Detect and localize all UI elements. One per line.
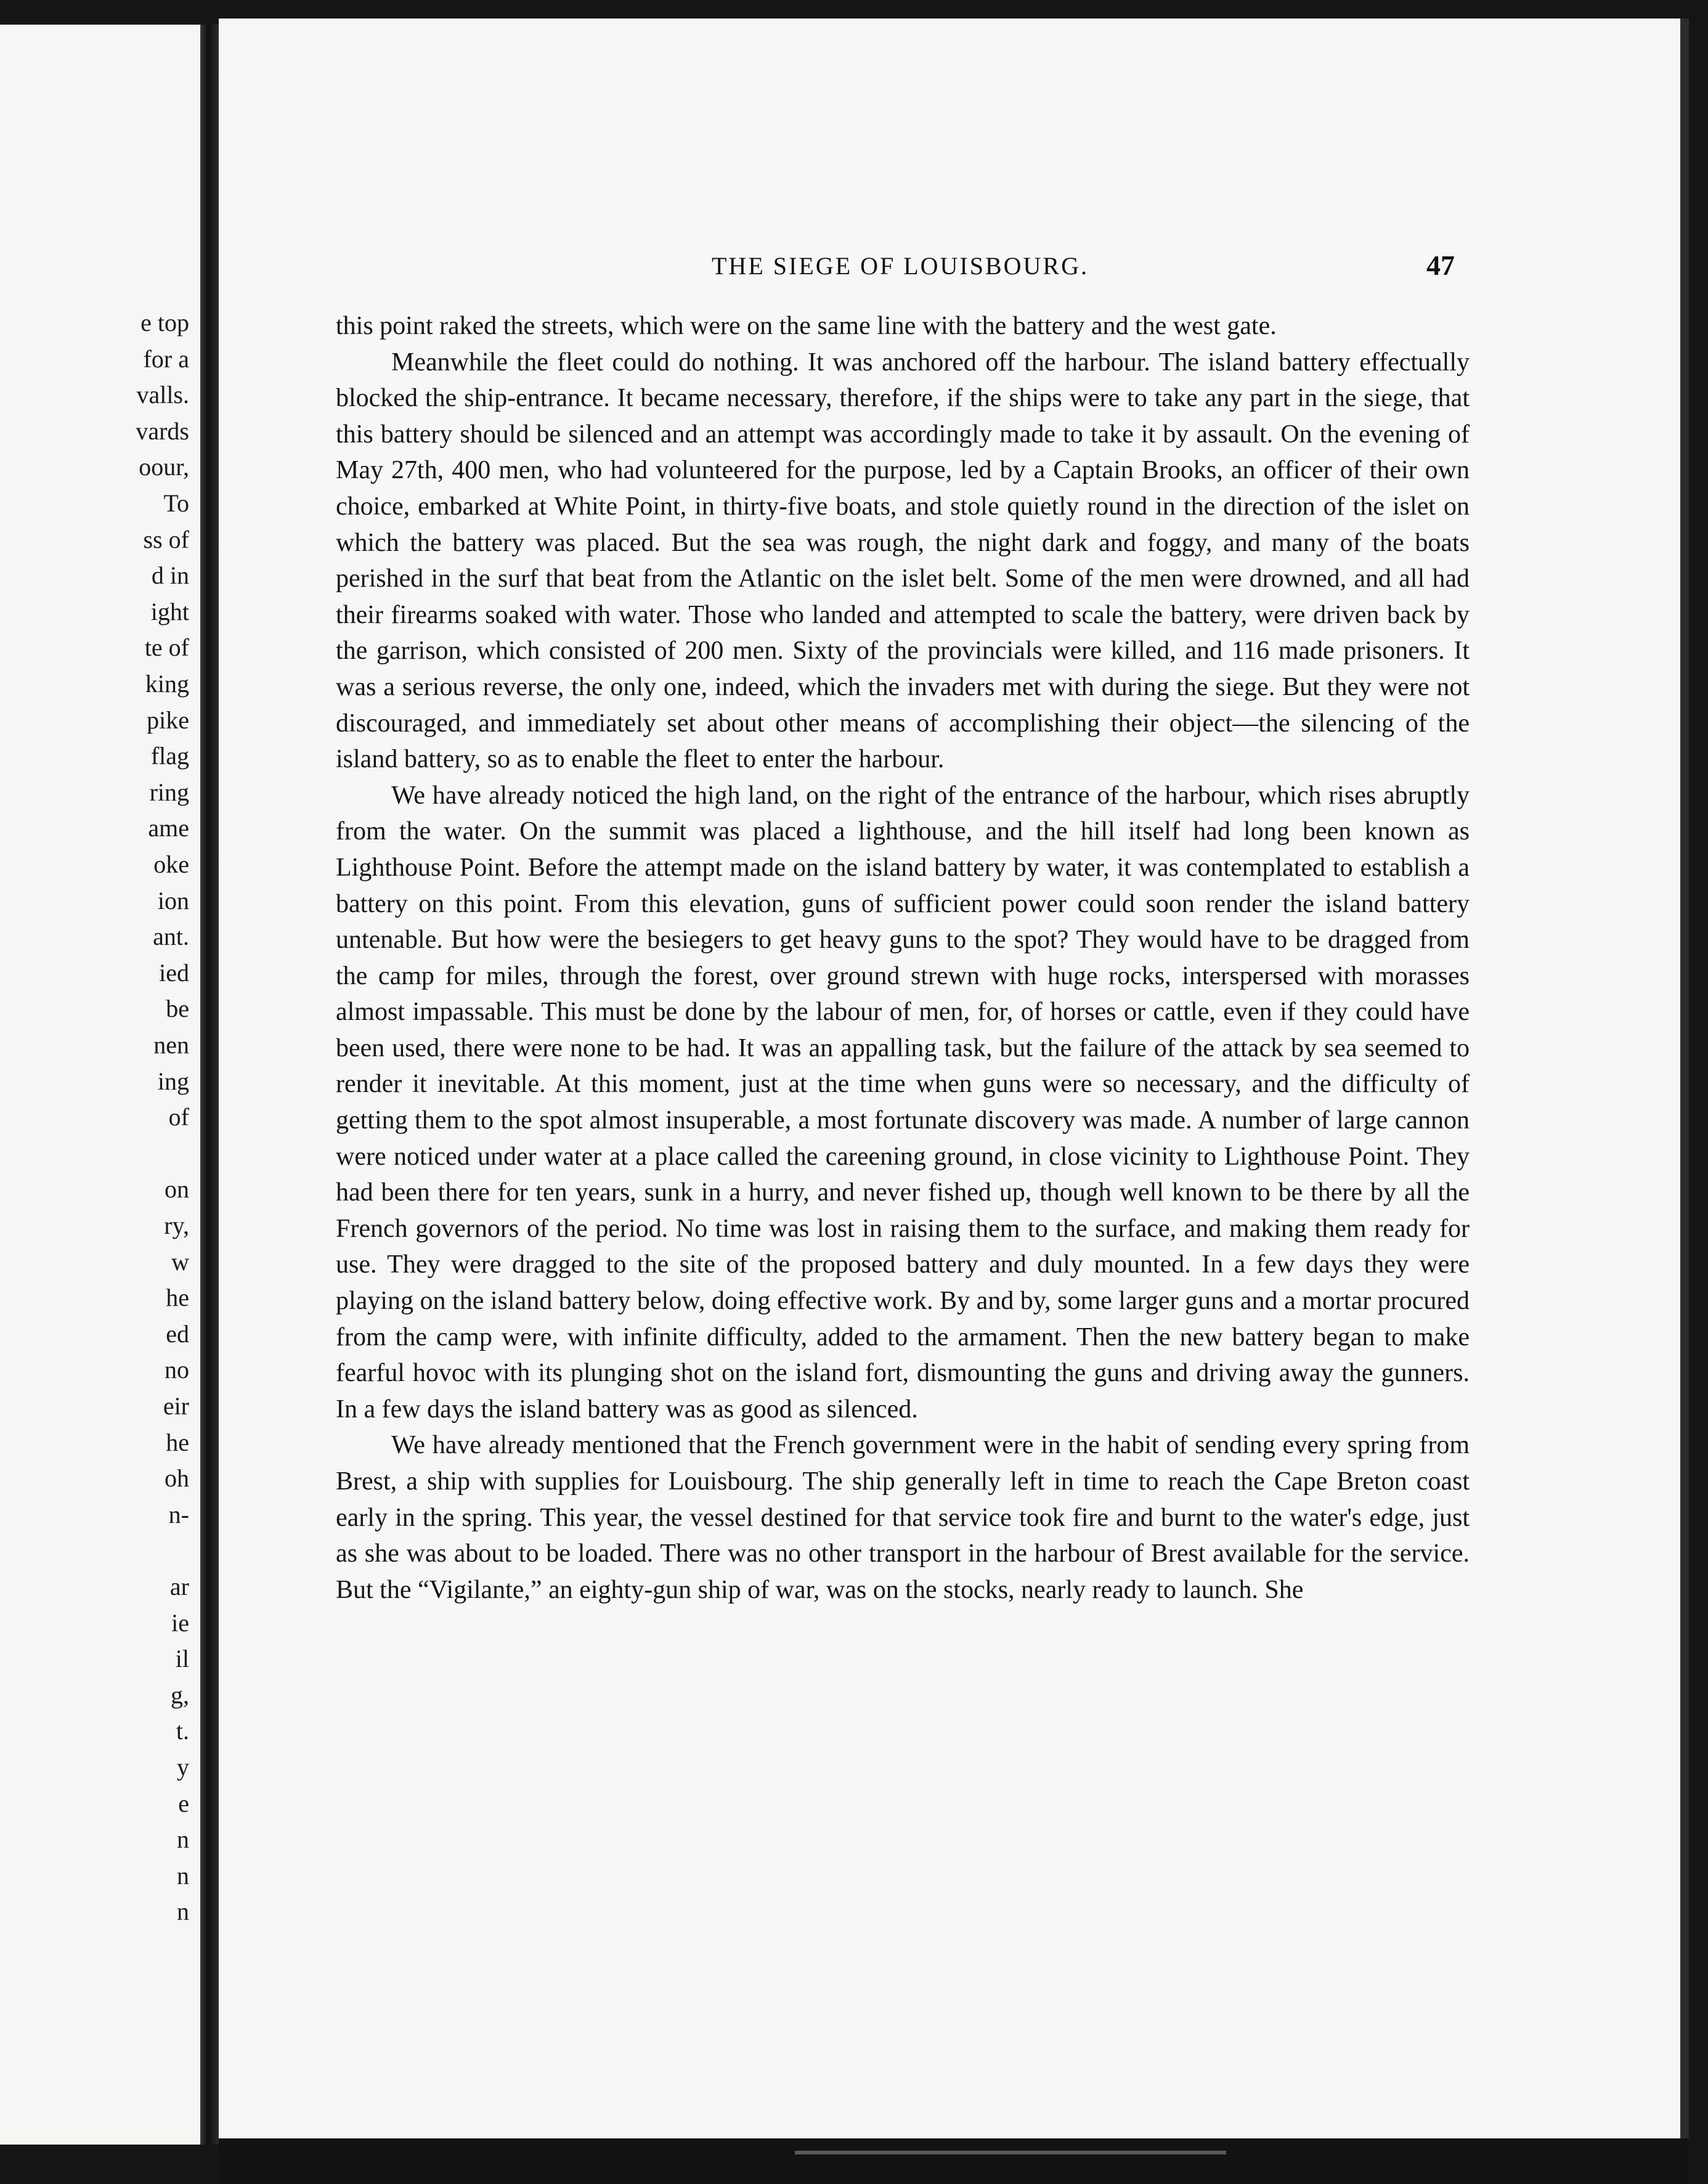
left-page-text-fragment: n — [177, 1825, 189, 1854]
left-page-text-fragment: y — [177, 1753, 189, 1781]
left-page-text-fragment: he — [166, 1428, 189, 1456]
left-page-text-fragment: eir — [163, 1392, 189, 1420]
left-page-text-fragment: g, — [171, 1681, 189, 1709]
left-page-text-fragment: valls. — [136, 381, 189, 409]
left-page-text-fragment: ame — [148, 814, 189, 842]
left-page-text-fragment: te of — [144, 634, 189, 662]
left-page-text-fragment: nen — [153, 1031, 189, 1059]
left-page-text-fragment: ant. — [153, 923, 189, 951]
left-page-text-fragment: oh — [165, 1464, 189, 1493]
left-page-text-fragment: To — [163, 489, 189, 517]
left-page-text-fragment: d in — [151, 561, 189, 590]
left-page-text-fragment: oke — [153, 850, 189, 878]
left-page-text-fragment: ing — [157, 1067, 189, 1095]
left-page-text-fragment: ss of — [143, 525, 189, 553]
left-page-text-fragment: w — [171, 1247, 189, 1276]
left-page-text-fragment: n — [177, 1897, 189, 1926]
left-page-text-fragment: no — [165, 1356, 189, 1384]
book-page — [219, 18, 1689, 2138]
left-page-text-fragment: ight — [150, 597, 189, 625]
left-page-text-fragment: of — [168, 1103, 189, 1131]
left-page-text-fragment: vards — [136, 417, 189, 445]
left-page-text-fragment: e — [178, 1789, 189, 1817]
left-page-text-fragment: oour, — [139, 453, 189, 481]
left-page-text-fragment: ar — [169, 1573, 189, 1600]
left-page-text-fragment: ed — [166, 1319, 189, 1348]
left-page-text-fragment: ie — [171, 1608, 189, 1637]
left-page-text-fragment: t. — [176, 1717, 189, 1745]
paragraph: We have already noticed the high land, on the right of the entrance of the harbour, which rises abruptly from the water. On the summit was placed a lighthouse, and the hill itself had long been known as Lighthouse Point. Before the attempt made on the island battery by water, it was contemplated to establish a battery on this point. From this elevation, guns of sufficient power could soon render the island battery untenable. But how were the besiegers to get heavy guns to the spot? They would have to be dragged from the camp for miles, through the forest, over ground strewn with huge rocks, interspersed with morasses almost impassable. This must be done by the labour of men, for, of horses or cattle, even if they could have been used, there were none to be had. It was an appalling task, but the failure of the attack by sea seemed to render it inevitable. At this moment, just at the time when guns were so necessary, and the difficulty of getting them to the spot almost insuperable, a most fortunate discovery was made. A number of large cannon were noticed under water at a place called the careening ground, in close vicinity to Lighthouse Point. They had been there for ten years, sunk in a hurry, and never fished up, though well known to be there by all the French governors of the period. No time was lost in raising them to the surface, and making them ready for use. They were dragged to the site of the proposed battery and duly mounted. In a few days they were playing on the island battery below, doing effective work. By and by, some larger guns and a mortar procured from the camp were, with infinite difficulty, added to the armament. Then the new battery began to make fearful hovoc with its plunging shot on the island fort, dismounting the guns and driving away the gunners. In a few days the island battery was as good as silenced. — [336, 781, 1470, 1424]
paragraph: Meanwhile the fleet could do nothing. It was anchored off the harbour. The island battery effectually blocked the ship-entrance. It became necessary, therefore, if the ships were to take any part in the siege, that this battery should be silenced and an attempt was accordingly made to take it by assault. On the evening of May 27th, 400 men, who had volunteered for the purpose, led by a Captain Brooks, an officer of their own choice, embarked at White Point, in thirty-five boats, and stole quietly round in the direction of the islet on which the battery was placed. But the sea was rough, the night dark and foggy, and many of the boats perished in the surf that beat from the Atlantic on the islet belt. Some of the men were drowned, and all had their firearms soaked with water. Those who landed and attempted to scale the battery, were driven back by the garrison, which consisted of 200 men. Sixty of the provincials were killed, and 116 made prisoners. It was a serious reverse, the only one, indeed, which the invaders met with during the siege. But they were not discouraged, and immediately set about other means of accomplishing their object—the silencing of the island battery, so as to enable the fleet to enter the harbour. — [336, 348, 1470, 774]
left-page-text-fragment: pike — [147, 706, 189, 734]
left-page-text-fragment: ion — [157, 886, 189, 915]
left-page-text-fragment: n — [177, 1861, 189, 1889]
left-page-text-fragment: he — [166, 1284, 189, 1312]
page-edge-mark — [795, 2151, 1226, 2154]
left-page-text-fragment: on — [165, 1175, 189, 1204]
page-number: 47 — [1426, 250, 1455, 281]
left-page-text-fragment: for a — [143, 344, 189, 373]
book-gutter — [200, 25, 219, 2145]
left-page-text-fragment: ied — [159, 958, 189, 987]
previous-page-edge — [0, 25, 204, 2145]
paragraph: this point raked the streets, which were on the same line with the battery and the west gate. — [336, 312, 1277, 340]
left-page-text-fragment: flag — [150, 742, 189, 770]
body-text — [336, 308, 1470, 1608]
left-page-text-fragment: be — [166, 995, 189, 1023]
left-page-text-fragment: il — [175, 1645, 189, 1673]
left-page-text-fragment: king — [145, 670, 189, 698]
left-page-text-fragment: ry, — [164, 1212, 189, 1239]
running-title: THE SIEGE OF LOUISBOURG. — [712, 252, 1089, 280]
scan-bottom-edge — [219, 2138, 1689, 2184]
running-head — [219, 251, 1680, 288]
left-page-text-fragment: e top — [140, 309, 189, 336]
left-page-text-fragment: n- — [168, 1500, 189, 1528]
left-page-text-fragment: ring — [149, 778, 189, 806]
paragraph: We have already mentioned that the French government were in the habit of sending every spring from Brest, a ship with supplies for Louisbourg. The ship generally left in time to reach the Cape Breton coast early in the spring. This year, the vessel destined for that service took fire and burnt to the water's edge, just as she was about to be loaded. There was no other transport in the harbour of Brest available for the service. But the “Vigilante,” an eighty-gun ship of war, was on the stocks, nearly ready to launch. She — [336, 1431, 1470, 1604]
